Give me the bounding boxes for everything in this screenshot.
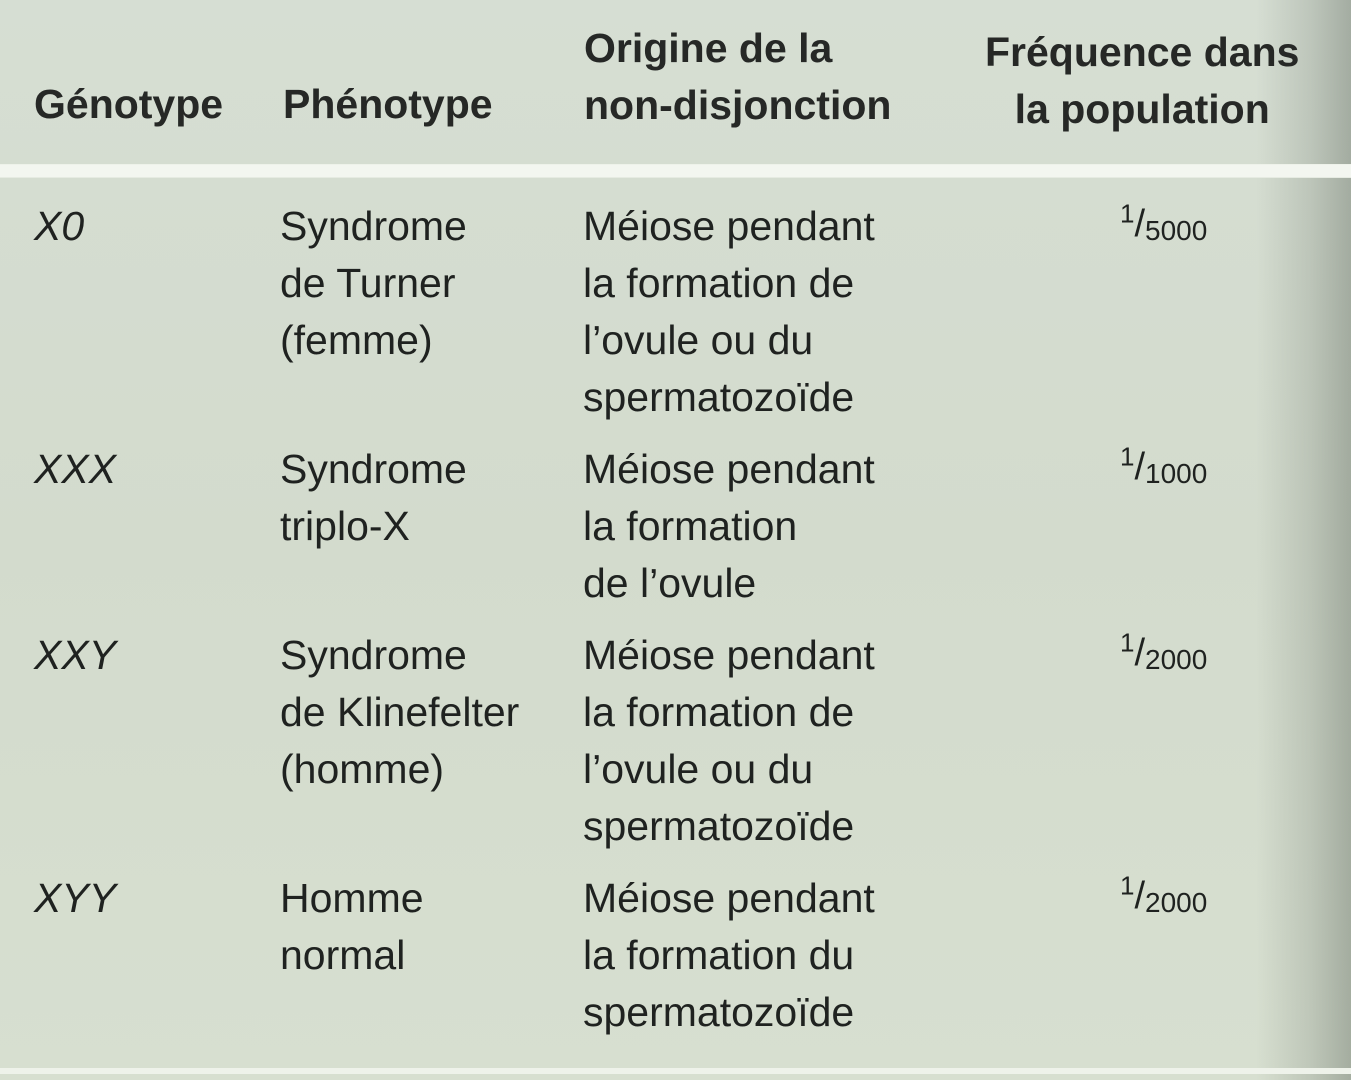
origin-line: la formation de [583, 689, 855, 735]
origin-line: Méiose pendant [583, 875, 875, 921]
cell-phenotype [280, 870, 424, 984]
origin-line: l’ovule ou du [583, 317, 814, 363]
frequency-numerator: 1 [1120, 198, 1135, 229]
origin-line: la formation [583, 503, 798, 549]
cell-phenotype [280, 441, 467, 555]
cell-frequency [1120, 198, 1208, 247]
cell-genotype [34, 198, 84, 255]
header-genotype [34, 76, 223, 133]
header-phenotype-line: Phénotype [283, 81, 493, 127]
cell-phenotype [280, 198, 467, 369]
origin-line: spermatozoïde [583, 374, 855, 420]
frequency-numerator: 1 [1120, 627, 1135, 658]
phenotype-line: Syndrome [280, 632, 467, 678]
cell-origin [583, 441, 875, 612]
frequency-slash: / [1134, 875, 1146, 917]
frequency-slash: / [1134, 203, 1146, 245]
phenotype-line: (homme) [280, 746, 445, 792]
origin-line: la formation de [583, 260, 855, 306]
genotype-text: XYY [34, 875, 117, 921]
cell-frequency [1120, 441, 1208, 490]
header-divider [0, 164, 1351, 178]
header-phenotype [283, 76, 493, 133]
origin-line: spermatozoïde [583, 803, 855, 849]
genotype-text: X0 [34, 203, 85, 249]
phenotype-line: de Turner [280, 260, 456, 306]
genotype-text: XXY [34, 632, 117, 678]
header-origin [584, 20, 891, 134]
phenotype-line: (femme) [280, 317, 433, 363]
header-origin-line: Origine de la [584, 25, 833, 71]
cell-origin [583, 198, 875, 426]
table-header [0, 0, 1351, 168]
frequency-denominator: 2000 [1145, 644, 1208, 675]
cell-genotype [34, 627, 116, 684]
cell-origin [583, 870, 875, 1041]
phenotype-line: de Klinefelter [280, 689, 520, 735]
phenotype-line: Homme [280, 875, 424, 921]
bottom-divider [0, 1068, 1351, 1074]
origin-line: la formation du [583, 932, 855, 978]
origin-line: Méiose pendant [583, 632, 875, 678]
frequency-numerator: 1 [1120, 441, 1135, 472]
frequency-denominator: 5000 [1145, 215, 1208, 246]
origin-line: Méiose pendant [583, 203, 875, 249]
header-frequency [985, 24, 1299, 138]
header-origin-line: non-disjonction [584, 82, 892, 128]
cell-frequency [1120, 870, 1208, 919]
frequency-slash: / [1134, 446, 1146, 488]
cell-phenotype [280, 627, 519, 798]
cell-origin [583, 627, 875, 855]
origin-line: l’ovule ou du [583, 746, 814, 792]
frequency-slash: / [1134, 632, 1146, 674]
phenotype-line: Syndrome [280, 203, 467, 249]
frequency-numerator: 1 [1120, 870, 1135, 901]
origin-line: de l’ovule [583, 560, 757, 606]
header-genotype-line: Génotype [34, 81, 224, 127]
frequency-denominator: 1000 [1145, 458, 1208, 489]
origin-line: spermatozoïde [583, 989, 855, 1035]
genotype-text: XXX [34, 446, 117, 492]
phenotype-line: Syndrome [280, 446, 467, 492]
frequency-denominator: 2000 [1145, 887, 1208, 918]
cell-genotype [34, 441, 116, 498]
cell-frequency [1120, 627, 1208, 676]
header-frequency-line: Fréquence dans [985, 29, 1300, 75]
phenotype-line: normal [280, 932, 406, 978]
header-frequency-line: la population [1014, 86, 1270, 132]
cell-genotype [34, 870, 116, 927]
phenotype-line: triplo-X [280, 503, 410, 549]
origin-line: Méiose pendant [583, 446, 875, 492]
